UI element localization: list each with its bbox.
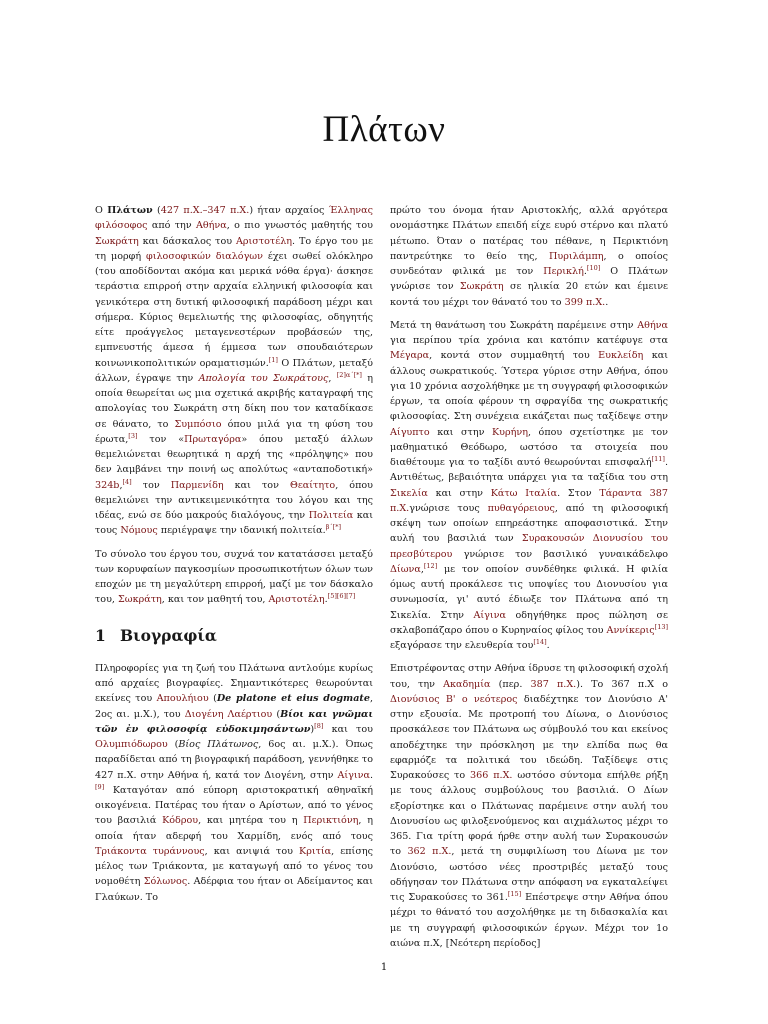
travels-paragraph <box>390 318 668 654</box>
reference-link[interactable]: [1] <box>268 355 278 364</box>
text: Ο Πλάτων γνώρισε τον <box>390 266 668 293</box>
text: διαδέχτηκε τον Διονύσιο Α' στην εξουσία. Με προτροπή του Δίωνα, ο Διονύσιος προσκάλεσε τον Πλάτωνα ως σύμβουλό του και εκείνος αποδέχτηκε την πρόσκληση με την ελπίδα πως θα εφαρμόζε τα πολιτικά του ιδεώδη. Ταξίδεψε στις Συρακούσες το <box>390 693 668 781</box>
text: τον <box>131 479 171 491</box>
work-title: Βίος Πλάτωνος <box>178 739 259 750</box>
text: εξαγόρασε την ελευθερία του <box>390 640 534 651</box>
reference-link[interactable]: [13] <box>654 622 668 631</box>
text: , <box>328 372 337 384</box>
text: γνώρισε τους <box>409 502 488 514</box>
reference-link[interactable]: [15] <box>507 889 522 898</box>
link-perictione[interactable]: Περικτιόνη <box>303 815 359 827</box>
text: και άλλους σωκρατικούς. Ύστερα γύρισε στην Αθήνα, όπου για 10 χρόνια ασχολήθηκε με τη συγγραφή φιλοσοφικών έργων, τα οποία φέρουν τη σφραγίδα της σωκρατικής φιλοσοφίας. Στη συνέχεια εικάζεται πως ταξίδεψε στην <box>390 350 668 423</box>
text: και του <box>323 723 373 735</box>
link-philosophical-dialogues[interactable]: φιλοσοφικών διαλόγων <box>146 250 263 262</box>
link-protagoras[interactable]: Πρωταγόρα <box>184 433 242 445</box>
text: . Αδέρφια του ήταν οι Αδείμαντος και Γλαύκων. Το <box>95 876 373 903</box>
reference-link[interactable]: [12] <box>423 561 438 570</box>
influence-paragraph <box>95 547 373 608</box>
link-diogenes-laertius[interactable]: Διογένη Λαέρτιου <box>184 708 273 720</box>
link-socrates[interactable]: Σωκράτη <box>118 594 162 606</box>
text: Το σύνολο του έργου του, συχνά τον κατατάσσει μεταξύ των κορυφαίων παγκοσμίων προσωπικοτήτων όλων των εποχών με τη μεγαλύτερη επιρροή, μαζί με τον δάσκαλο του, <box>95 548 373 606</box>
intro-paragraph <box>95 203 373 539</box>
link-399-bc[interactable]: 399 π.Χ. <box>564 296 606 308</box>
link-symposium[interactable]: Συμπόσιο <box>174 418 222 430</box>
link-euclid[interactable]: Ευκλείδη <box>598 350 644 362</box>
section-heading <box>95 625 373 645</box>
link-socrates[interactable]: Σωκράτη <box>459 281 504 293</box>
text: , κοντά στον συμμαθητή του <box>429 350 599 362</box>
link-aegina[interactable]: Αίγινα <box>473 609 506 621</box>
link-thirty-tyrants[interactable]: Τριάκοντα τυράννους <box>95 845 205 857</box>
link-lifespan[interactable]: 427 π.Χ.–347 π.Χ. <box>160 205 250 216</box>
link-athens[interactable]: Αθήνα <box>195 220 227 232</box>
text <box>642 488 650 499</box>
reference-link[interactable]: [4] <box>122 477 132 486</box>
text: . <box>583 266 587 277</box>
text: ) <box>310 723 315 735</box>
text: , και ανιψιά του <box>204 845 300 857</box>
text: Επιστρέφοντας στην Αθήνα ίδρυσε τη φιλοσοφική σχολή του, την <box>390 663 668 690</box>
text: η οποία θεωρείται ως μια σχετικά ακριβής καταγραφή της απολογίας του Σωκράτη στη δίκη που τον καταδίκασε σε θάνατο, το <box>95 372 373 430</box>
text: , από τη φιλοσοφική σκέψη των οποίων επηρεάστηκε αποφασιστικά. Στην αυλή του βασιλιά των <box>390 502 668 545</box>
reference-link[interactable]: [3] <box>128 431 138 440</box>
text: πρώτο του όνομα ήταν Αριστοκλής, αλλά αργότερα ονομάστηκε Πλάτων επειδή είχε ευρύ στέρνο και πλατύ μέτωπο. Όταν ο πατέρας του πέθανε, η Περικτιόνη παντρεύτηκε το θείο της, <box>390 205 668 262</box>
link-taranto[interactable]: Τάραντα <box>599 487 642 499</box>
reference-link[interactable]: [14] <box>533 637 547 646</box>
text: σε ηλικία 20 ετών και έμεινε κοντά του μέχρι τον θάνατό του το <box>390 281 668 308</box>
link-324b[interactable]: 324b <box>95 479 120 491</box>
work-title: De platone et eius dogmate <box>216 693 370 705</box>
text: Ο <box>95 205 108 216</box>
text: και στην <box>429 426 492 438</box>
text: και στην <box>427 487 491 499</box>
text: ). Το 367 π.Χ ο <box>576 678 668 690</box>
text: έχει σωθεί ολόκληρο (του αποδίδονται ακόμα και μερικά νόθα έργα)· άσκησε τεράστια επιρροή στην αρχαία ελληνική φιλοσοφία και γενικότερα στη δυτική φιλοσοφική παράδοση μέχρι και σήμερα. Κύριος θεμελιωτής της φιλοσοφίας, οδηγητής είτε προάγγελος μεταγενεστέρων προβάσεών της, εμπνευστής άμεσα ή έμμεσα των σπουδαιότερων κοινωνικοπολιτικών οραματισμών. <box>95 250 373 369</box>
work-title: Βίοι και γνῶμαι τῶν ἐν φιλοσοφίᾳ εὐδοκιμησάντων <box>95 708 373 735</box>
right-column <box>390 203 668 959</box>
text: , ο οποίος συνδεόταν φιλικά με τον <box>390 250 668 277</box>
link-sicily[interactable]: Σικελία <box>390 487 428 499</box>
reference-link[interactable]: [5][6][7] <box>327 592 356 601</box>
text: , η οποία ήταν αδερφή του Χαρμίδη, ενός από τους <box>95 815 373 842</box>
link-pericles[interactable]: Περικλή <box>543 266 584 277</box>
text: Καταγόταν από εύπορη αριστοκρατική αθηναϊκή οικογένεια. Πατέρας του ήταν ο Αρίστων, από το γένος του βασιλιά <box>95 784 373 827</box>
link-pyrilampes[interactable]: Πυριλάμπη <box>549 250 604 262</box>
subject-name: Πλάτων <box>107 205 153 216</box>
text: οδηγήθηκε προς πώληση σε σκλαβοπάζαρο όπου ο Κυρηναίος φίλος του <box>390 609 668 636</box>
text: Μετά τη θανάτωση του Σωκράτη παρέμεινε στην <box>390 319 638 331</box>
text: , <box>119 479 123 491</box>
text: τον « <box>137 433 185 445</box>
link-parmenides[interactable]: Παρμενίδη <box>170 479 224 491</box>
link-egypt[interactable]: Αίγυπτο <box>390 426 430 438</box>
early-life-paragraph <box>390 203 668 310</box>
text: ( <box>152 205 161 216</box>
link-codrus[interactable]: Κόδρου <box>162 815 199 827</box>
link-laws[interactable]: Νόμους <box>120 525 158 537</box>
link-lower-italy[interactable]: Κάτω Ιταλία <box>490 487 558 499</box>
link-dionysius-younger[interactable]: Διονύσιος Β' ο νεότερος <box>390 693 518 705</box>
link-solon[interactable]: Σόλωνος <box>143 876 188 888</box>
text: , <box>420 563 424 575</box>
text: » όπου μεταξύ άλλων θεμελιώνεται θεωρητικά η αρχή της «πρόληψης» που δεν λαμβάνει την ποινή ως απολύτως «ανταποδοτική» <box>95 433 373 476</box>
biography-paragraph <box>95 661 373 905</box>
page-number: 1 <box>380 962 388 973</box>
text: , ο πιο γνωστός μαθητής του <box>226 220 373 232</box>
link-387-bc[interactable]: 387 π.Χ. <box>390 487 668 514</box>
link-theaetetus[interactable]: Θεαίτητο <box>289 479 336 491</box>
link-apuleius[interactable]: Απουλήιου <box>156 693 209 705</box>
link-387-bc[interactable]: 387 π.Χ. <box>530 678 577 690</box>
text: , και τον μαθητή του, <box>161 594 269 606</box>
text: , 6ος αι. μ.Χ.). Όπως παραδίδεται από τη βιογραφική παράδοση, γεννήθηκε το 427 π.Χ. στην Αθήνα ή, κατά τον Διογένη, στην <box>95 739 373 781</box>
page-title: Πλάτων <box>322 109 446 150</box>
text: από την <box>147 220 196 232</box>
link-academy[interactable]: Ακαδημία <box>443 678 491 690</box>
reference-link[interactable]: [2]α΄[*] <box>336 370 362 379</box>
link-critias[interactable]: Κριτία <box>299 845 332 857</box>
link-republic[interactable]: Πολιτεία <box>308 510 354 521</box>
link-366-bc[interactable]: 366 π.Χ. <box>470 770 513 781</box>
text: Ο Πλάτων, μεταξύ άλλων, έγραψε την <box>95 357 374 384</box>
reference-link[interactable]: [9] <box>95 782 105 791</box>
academy-paragraph <box>390 661 668 951</box>
text: γνώρισε τον βασιλικό γυναικάδελφο <box>452 548 668 560</box>
text: , 2ος αι. μ.Χ.), του <box>95 693 374 720</box>
text: , επίσης μέλος των Τριάκοντα, με καταγωγή από το γένος του νομοθέτη <box>95 845 373 888</box>
text: . <box>605 296 609 308</box>
link-apology[interactable]: Απολογία του Σωκράτους <box>198 372 329 384</box>
link-athens[interactable]: Αθήνα <box>637 319 668 331</box>
link-megara[interactable]: Μέγαρα <box>390 350 430 362</box>
text: (περ. <box>490 678 531 690</box>
text: ( <box>167 739 179 750</box>
link-olympiodorus[interactable]: Ολυμπιόδωρου <box>95 739 168 750</box>
reference-link[interactable]: [10] <box>586 263 601 272</box>
text: , και μητέρα του η <box>198 815 304 827</box>
text: ( <box>272 708 281 720</box>
text: περιέγραψε την ιδανική πολιτεία. <box>157 525 326 537</box>
text: . Αντιθέτως, βεβαιότητα υπάρχει για τα ταξίδια του στη <box>390 457 668 484</box>
link-aristotle[interactable]: Αριστοτέλη <box>235 235 293 247</box>
text: Πληροφορίες για τη ζωή του Πλάτωνα αντλούμε κυρίως από αρχαίες βιογραφίες. Σημαντικότερες θεωρούνται εκείνες του <box>95 662 373 705</box>
text: . <box>369 769 373 781</box>
link-cyrene[interactable]: Κυρήνη <box>491 426 528 438</box>
reference-link[interactable]: [11] <box>651 454 665 463</box>
link-greek-philosopher[interactable]: Έλληνας φιλόσοφος <box>95 205 373 232</box>
text: , όπου σχετίστηκε με τον μαθηματικό Θεόδωρο, ωστόσο τα στοιχεία που διαθέτουμε για το ταξίδι αυτό θεωρούνται επισφαλή <box>390 426 668 468</box>
left-column <box>95 203 373 913</box>
link-aristotle[interactable]: Αριστοτέλη <box>268 594 325 606</box>
text: και τον <box>223 479 290 491</box>
section-number: 1 <box>95 625 106 645</box>
link-362-bc[interactable]: 362 π.Χ. <box>407 846 452 858</box>
link-pythagoreans[interactable]: πυθαγόρειους <box>487 502 555 514</box>
text: . <box>546 640 550 651</box>
section-title: Βιογραφία <box>120 625 217 645</box>
reference-link[interactable]: [8] <box>314 721 324 730</box>
text: για περίπου τρία χρόνια και κατόπιν κατέφυγε στα <box>390 335 668 346</box>
text: ) ήταν αρχαίος <box>249 205 329 216</box>
text: όπου μιλά για τη φύση του έρωτα, <box>95 418 373 445</box>
link-dionysius-elder[interactable]: Συρακουσών Διονυσίου του πρεσβύτερου <box>390 533 669 560</box>
text: . Το έργο του με τη μορφή <box>95 235 373 262</box>
text: . <box>324 594 328 606</box>
text: και τους <box>95 510 373 537</box>
text: , μετά τη συμφιλίωση του Δίωνα με τον Διονύσιο, ωστόσο νέες προστριβές μεταξύ τους οδήγησαν τον Πλάτωνα στην απόφαση να εγκαταλείψει τις Συρακούσες το 361. <box>390 846 668 903</box>
link-aegina[interactable]: Αίγινα <box>337 769 370 781</box>
link-dion[interactable]: Δίωνα <box>390 563 421 575</box>
text: ωστόσο σύντομα επήλθε ρήξη με τους άλλους συμβούλους του βασιλιά. Ο Δίων εξορίστηκε και ο Πλάτωνας παρέμεινε στην αυλή του Διονυσίου ως φιλοξενούμενος και αιχμάλωτος μέχρι το 365. Για τρίτη φορά ήρθε στην αυλή των Συρακουσών το <box>390 770 668 858</box>
text: και δάσκαλος του <box>138 235 236 247</box>
reference-link[interactable]: β΄[*] <box>325 523 342 532</box>
text: . Στον <box>557 487 600 499</box>
text: Επέστρεψε στην Αθήνα όπου μέχρι το θάνατό του ασχολήθηκε με τη διδασκαλία και με τη συγγραφή φιλοσοφικών έργων. Μέχρι τον 1ο αιώνα π.Χ, [Νεότερη περίοδος] <box>390 892 669 949</box>
link-anniceris[interactable]: Αννίκερις <box>606 624 655 636</box>
text: , όπου θεμελιώνει την αντικειμενικότητα του λόγου και της ιδέας, ενώ σε δύο μακρούς διαλόγους, την <box>95 479 373 521</box>
text: ( <box>208 693 217 705</box>
text: με τον οποίον συνδέθηκε φιλικά. Η φιλία όμως αυτή προκάλεσε τις υποψίες του Διονυσίου για συνωμοσία, γι' αυτό έδιωξε τον Πλάτωνα από τη Σικελία. Στην <box>390 563 668 621</box>
link-socrates[interactable]: Σωκράτη <box>95 235 139 247</box>
